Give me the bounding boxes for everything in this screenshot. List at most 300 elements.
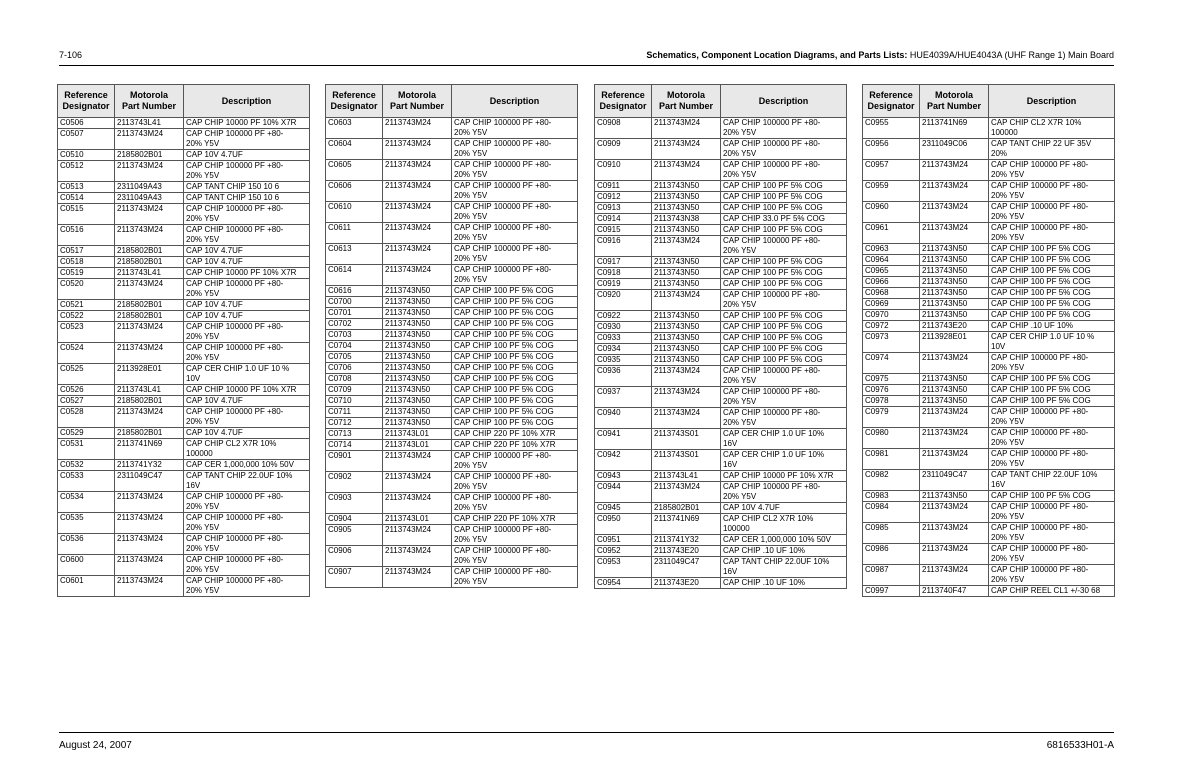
description-cell: CAP CHIP 33.0 PF 5% COG bbox=[721, 214, 847, 225]
table-row bbox=[863, 118, 1115, 139]
reference-designator-cell: C0908 bbox=[595, 118, 652, 139]
table-row bbox=[326, 418, 578, 429]
part-number-cell: 2113741Y32 bbox=[652, 535, 721, 546]
table-row bbox=[595, 557, 847, 578]
part-number-cell: 2185802B01 bbox=[115, 150, 184, 161]
part-number-cell: 2113743L01 bbox=[383, 429, 452, 440]
parts-table-1 bbox=[57, 84, 310, 597]
reference-designator-cell: C0708 bbox=[326, 374, 383, 385]
description-cell: CAP CHIP 100 PF 5% COG bbox=[721, 355, 847, 366]
reference-designator-cell: C0616 bbox=[326, 286, 383, 297]
part-number-cell: 2113743M24 bbox=[115, 129, 184, 150]
description-cell: CAP CHIP 100000 PF +80- 20% Y5V bbox=[989, 565, 1115, 586]
table-row bbox=[326, 286, 578, 297]
table-row bbox=[863, 396, 1115, 407]
description-cell: CAP CHIP 100000 PF +80- 20% Y5V bbox=[989, 502, 1115, 523]
part-number-cell: 2113743M24 bbox=[920, 502, 989, 523]
table-row bbox=[595, 311, 847, 322]
reference-designator-cell: C0909 bbox=[595, 139, 652, 160]
reference-designator-cell: C0536 bbox=[58, 534, 115, 555]
reference-designator-cell: C0930 bbox=[595, 322, 652, 333]
description-cell: CAP CHIP 100 PF 5% COG bbox=[452, 341, 578, 352]
part-number-cell: 2113743L01 bbox=[383, 514, 452, 525]
description-header: Description bbox=[721, 85, 847, 118]
description-cell: CAP CHIP 100 PF 5% COG bbox=[452, 363, 578, 374]
description-cell: CAP CHIP 100000 PF +80- 20% Y5V bbox=[989, 428, 1115, 449]
description-header: Description bbox=[989, 85, 1115, 118]
part-number-cell: 2113743N50 bbox=[920, 396, 989, 407]
reference-designator-cell: C0942 bbox=[595, 450, 652, 471]
description-cell: CAP CHIP 10000 PF 10% X7R bbox=[184, 268, 310, 279]
table-row bbox=[58, 257, 310, 268]
table-row bbox=[863, 139, 1115, 160]
part-number-cell: 2113743M24 bbox=[652, 482, 721, 503]
part-number-cell: 2113743M24 bbox=[383, 472, 452, 493]
part-number-cell: 2113743N50 bbox=[383, 341, 452, 352]
table-row bbox=[58, 118, 310, 129]
reference-designator-cell: C0535 bbox=[58, 513, 115, 534]
table-row bbox=[863, 523, 1115, 544]
reference-designator-cell: C0970 bbox=[863, 310, 920, 321]
reference-designator-cell: C0965 bbox=[863, 266, 920, 277]
table-row bbox=[58, 279, 310, 300]
part-number-cell: 2113743M24 bbox=[920, 160, 989, 181]
description-cell: CAP CHIP 100 PF 5% COG bbox=[721, 181, 847, 192]
part-number-cell: 2113743M24 bbox=[115, 492, 184, 513]
description-cell: CAP CHIP 100 PF 5% COG bbox=[452, 407, 578, 418]
description-cell: CAP CHIP 100 PF 5% COG bbox=[721, 311, 847, 322]
table-row bbox=[595, 429, 847, 450]
reference-designator-cell: C0934 bbox=[595, 344, 652, 355]
description-cell: CAP CHIP 100000 PF +80- 20% Y5V bbox=[721, 387, 847, 408]
description-cell: CAP CHIP 100000 PF +80- 20% Y5V bbox=[452, 493, 578, 514]
reference-designator-cell: C0911 bbox=[595, 181, 652, 192]
part-number-cell: 2113743N50 bbox=[920, 244, 989, 255]
description-cell: CAP CHIP 100000 PF +80- 20% Y5V bbox=[989, 407, 1115, 428]
reference-designator-cell: C0525 bbox=[58, 364, 115, 385]
table-header-row bbox=[58, 85, 310, 118]
part-number-cell: 2113743N50 bbox=[383, 418, 452, 429]
reference-designator-cell: C0959 bbox=[863, 181, 920, 202]
table-row bbox=[58, 385, 310, 396]
reference-designator-cell: C0975 bbox=[863, 374, 920, 385]
description-cell: CAP CHIP 100 PF 5% COG bbox=[989, 266, 1115, 277]
description-cell: CAP CHIP 100000 PF +80- 20% Y5V bbox=[721, 160, 847, 181]
part-number-cell: 2113743M24 bbox=[383, 451, 452, 472]
reference-designator-cell: C0704 bbox=[326, 341, 383, 352]
table-row bbox=[58, 322, 310, 343]
table-row bbox=[863, 181, 1115, 202]
part-number-cell: 2113743M24 bbox=[115, 555, 184, 576]
part-number-cell: 2113743M24 bbox=[115, 343, 184, 364]
description-cell: CAP CHIP 100 PF 5% COG bbox=[452, 286, 578, 297]
part-number-cell: 2113743M24 bbox=[383, 139, 452, 160]
part-number-cell: 2113743M24 bbox=[652, 366, 721, 387]
description-cell: CAP CHIP 100 PF 5% COG bbox=[721, 268, 847, 279]
reference-designator-cell: C0603 bbox=[326, 118, 383, 139]
reference-designator-cell: C0944 bbox=[595, 482, 652, 503]
part-number-cell: 2113743M24 bbox=[115, 204, 184, 225]
table-row bbox=[863, 470, 1115, 491]
description-cell: CAP CHIP REEL CL1 +/-30 68 bbox=[989, 586, 1115, 597]
parts-table-4 bbox=[862, 84, 1115, 597]
reference-designator-header: Reference Designator bbox=[58, 85, 115, 118]
part-number-cell: 2113743M24 bbox=[652, 290, 721, 311]
description-cell: CAP 10V 4.7UF bbox=[184, 428, 310, 439]
reference-designator-cell: C0901 bbox=[326, 451, 383, 472]
part-number-cell: 2113741N69 bbox=[920, 118, 989, 139]
part-number-cell: 2185802B01 bbox=[115, 311, 184, 322]
description-cell: CAP 10V 4.7UF bbox=[184, 396, 310, 407]
table-row bbox=[595, 225, 847, 236]
table-header-row bbox=[595, 85, 847, 118]
description-cell: CAP CER CHIP 1.0 UF 10% 16V bbox=[721, 450, 847, 471]
reference-designator-cell: C0941 bbox=[595, 429, 652, 450]
page-title bbox=[646, 50, 1114, 60]
part-number-cell: 2113743M24 bbox=[383, 265, 452, 286]
reference-designator-cell: C0956 bbox=[863, 139, 920, 160]
reference-designator-cell: C0518 bbox=[58, 257, 115, 268]
part-number-cell: 2113743M24 bbox=[652, 387, 721, 408]
description-cell: CAP CHIP 100 PF 5% COG bbox=[721, 225, 847, 236]
table-header-row bbox=[326, 85, 578, 118]
part-number-cell: 2113743N50 bbox=[652, 355, 721, 366]
table-row bbox=[326, 341, 578, 352]
part-number-cell: 2113743N50 bbox=[383, 374, 452, 385]
description-cell: CAP CHIP 100000 PF +80- 20% Y5V bbox=[452, 202, 578, 223]
description-cell: CAP CHIP 220 PF 10% X7R bbox=[452, 429, 578, 440]
table-row bbox=[595, 408, 847, 429]
reference-designator-cell: C0905 bbox=[326, 525, 383, 546]
reference-designator-cell: C0904 bbox=[326, 514, 383, 525]
description-cell: CAP CHIP 100000 PF +80- 20% Y5V bbox=[989, 523, 1115, 544]
description-cell: CAP CHIP 100 PF 5% COG bbox=[452, 330, 578, 341]
description-cell: CAP CHIP 100000 PF +80- 20% Y5V bbox=[184, 555, 310, 576]
reference-designator-cell: C0961 bbox=[863, 223, 920, 244]
description-cell: CAP CER 1,000,000 10% 50V bbox=[721, 535, 847, 546]
reference-designator-cell: C0982 bbox=[863, 470, 920, 491]
reference-designator-cell: C0960 bbox=[863, 202, 920, 223]
description-cell: CAP CHIP 100 PF 5% COG bbox=[452, 319, 578, 330]
reference-designator-cell: C0534 bbox=[58, 492, 115, 513]
description-cell: CAP CHIP 100000 PF +80- 20% Y5V bbox=[452, 244, 578, 265]
table-row bbox=[595, 139, 847, 160]
description-cell: CAP CHIP 100000 PF +80- 20% Y5V bbox=[452, 546, 578, 567]
table-row bbox=[863, 374, 1115, 385]
reference-designator-cell: C0972 bbox=[863, 321, 920, 332]
description-cell: CAP CHIP 100000 PF +80- 20% Y5V bbox=[721, 139, 847, 160]
description-cell: CAP 10V 4.7UF bbox=[184, 300, 310, 311]
reference-designator-cell: C0605 bbox=[326, 160, 383, 181]
description-cell: CAP CHIP 100000 PF +80- 20% Y5V bbox=[184, 534, 310, 555]
part-number-cell: 2113743N50 bbox=[383, 385, 452, 396]
part-number-cell: 2113743N50 bbox=[652, 257, 721, 268]
description-cell: CAP 10V 4.7UF bbox=[721, 503, 847, 514]
table-row bbox=[595, 450, 847, 471]
part-number-cell: 2113743M24 bbox=[115, 279, 184, 300]
reference-designator-cell: C0529 bbox=[58, 428, 115, 439]
reference-designator-cell: C0506 bbox=[58, 118, 115, 129]
part-number-cell: 2185802B01 bbox=[115, 428, 184, 439]
part-number-cell: 2113743N50 bbox=[652, 333, 721, 344]
table-row bbox=[595, 355, 847, 366]
reference-designator-cell: C0997 bbox=[863, 586, 920, 597]
part-number-cell: 2311049C06 bbox=[920, 139, 989, 160]
part-number-cell: 2113743M24 bbox=[383, 202, 452, 223]
reference-designator-cell: C0922 bbox=[595, 311, 652, 322]
part-number-cell: 2113743M24 bbox=[383, 546, 452, 567]
table-row bbox=[595, 236, 847, 257]
reference-designator-cell: C0606 bbox=[326, 181, 383, 202]
description-cell: CAP CHIP 100000 PF +80- 20% Y5V bbox=[184, 492, 310, 513]
table-row bbox=[863, 491, 1115, 502]
reference-designator-cell: C0915 bbox=[595, 225, 652, 236]
reference-designator-header: Reference Designator bbox=[595, 85, 652, 118]
description-cell: CAP CHIP CL2 X7R 10% 100000 bbox=[989, 118, 1115, 139]
reference-designator-cell: C0918 bbox=[595, 268, 652, 279]
description-cell: CAP CHIP 100 PF 5% COG bbox=[721, 192, 847, 203]
page-number: 7-106 bbox=[59, 50, 83, 60]
reference-designator-cell: C0510 bbox=[58, 150, 115, 161]
reference-designator-cell: C0600 bbox=[58, 555, 115, 576]
reference-designator-cell: C0952 bbox=[595, 546, 652, 557]
table-row bbox=[58, 268, 310, 279]
description-cell: CAP CHIP 100 PF 5% COG bbox=[452, 308, 578, 319]
reference-designator-cell: C0940 bbox=[595, 408, 652, 429]
description-cell: CAP CHIP 100000 PF +80- 20% Y5V bbox=[184, 225, 310, 246]
description-cell: CAP CHIP 100000 PF +80- 20% Y5V bbox=[989, 449, 1115, 470]
part-number-cell: 2113743N50 bbox=[652, 203, 721, 214]
part-number-cell: 2311049C47 bbox=[920, 470, 989, 491]
reference-designator-cell: C0712 bbox=[326, 418, 383, 429]
table-row bbox=[863, 299, 1115, 310]
part-number-cell: 2113743N50 bbox=[920, 277, 989, 288]
part-number-cell: 2113928E01 bbox=[115, 364, 184, 385]
part-number-cell: 2113743N50 bbox=[652, 225, 721, 236]
description-cell: CAP CER 1,000,000 10% 50V bbox=[184, 460, 310, 471]
reference-designator-cell: C0604 bbox=[326, 139, 383, 160]
description-cell: CAP CHIP 220 PF 10% X7R bbox=[452, 514, 578, 525]
description-cell: CAP CHIP 100000 PF +80- 20% Y5V bbox=[452, 472, 578, 493]
part-number-cell: 2113743E20 bbox=[920, 321, 989, 332]
table-row bbox=[58, 555, 310, 576]
part-number-cell: 2113743L41 bbox=[652, 471, 721, 482]
part-number-cell: 2113743N50 bbox=[383, 352, 452, 363]
description-cell: CAP 10V 4.7UF bbox=[184, 246, 310, 257]
table-row bbox=[326, 472, 578, 493]
description-cell: CAP CHIP 100 PF 5% COG bbox=[721, 344, 847, 355]
part-number-cell: 2113743N50 bbox=[383, 407, 452, 418]
part-number-cell: 2113743M24 bbox=[115, 513, 184, 534]
table-row bbox=[863, 202, 1115, 223]
reference-designator-cell: C0914 bbox=[595, 214, 652, 225]
table-row bbox=[595, 503, 847, 514]
description-cell: CAP TANT CHIP 22.0UF 10% 16V bbox=[989, 470, 1115, 491]
parts-table-2 bbox=[325, 84, 578, 588]
table-row bbox=[595, 514, 847, 535]
description-cell: CAP CHIP 10000 PF 10% X7R bbox=[721, 471, 847, 482]
table-row bbox=[58, 161, 310, 182]
description-cell: CAP CHIP 10000 PF 10% X7R bbox=[184, 385, 310, 396]
description-cell: CAP CHIP 100000 PF +80- 20% Y5V bbox=[184, 204, 310, 225]
description-cell: CAP CHIP 100 PF 5% COG bbox=[452, 297, 578, 308]
description-cell: CAP CHIP 100000 PF +80- 20% Y5V bbox=[184, 279, 310, 300]
table-row bbox=[326, 160, 578, 181]
reference-designator-cell: C0700 bbox=[326, 297, 383, 308]
table-row bbox=[863, 428, 1115, 449]
reference-designator-cell: C0524 bbox=[58, 343, 115, 364]
part-number-cell: 2113741Y32 bbox=[115, 460, 184, 471]
part-number-cell: 2113743M24 bbox=[383, 181, 452, 202]
reference-designator-cell: C0610 bbox=[326, 202, 383, 223]
table-row bbox=[58, 534, 310, 555]
reference-designator-cell: C0517 bbox=[58, 246, 115, 257]
description-cell: CAP CHIP 100000 PF +80- 20% Y5V bbox=[452, 451, 578, 472]
part-number-cell: 2113743N38 bbox=[652, 214, 721, 225]
table-row bbox=[326, 330, 578, 341]
part-number-cell: 2113743M24 bbox=[115, 576, 184, 597]
description-cell: CAP CHIP 100000 PF +80- 20% Y5V bbox=[989, 181, 1115, 202]
part-number-cell: 2113743M24 bbox=[920, 202, 989, 223]
description-cell: CAP CHIP 100 PF 5% COG bbox=[989, 491, 1115, 502]
part-number-cell: 2113743N50 bbox=[652, 192, 721, 203]
page-title-rest: HUE4039A/HUE4043A (UHF Range 1) Main Board bbox=[907, 50, 1114, 60]
table-row bbox=[58, 225, 310, 246]
part-number-cell: 2113743N50 bbox=[383, 330, 452, 341]
table-row bbox=[863, 321, 1115, 332]
page-title-bold: Schematics, Component Location Diagrams, and Parts Lists: bbox=[646, 50, 908, 60]
reference-designator-cell: C0980 bbox=[863, 428, 920, 449]
description-cell: CAP CHIP 100 PF 5% COG bbox=[989, 374, 1115, 385]
part-number-cell: 2311049A43 bbox=[115, 182, 184, 193]
part-number-cell: 2113743N50 bbox=[383, 297, 452, 308]
reference-designator-cell: C0920 bbox=[595, 290, 652, 311]
reference-designator-cell: C0981 bbox=[863, 449, 920, 470]
part-number-cell: 2113743N50 bbox=[920, 310, 989, 321]
description-cell: CAP CHIP 100 PF 5% COG bbox=[721, 322, 847, 333]
description-cell: CAP CHIP 100 PF 5% COG bbox=[989, 288, 1115, 299]
description-cell: CAP CHIP 100000 PF +80- 20% Y5V bbox=[989, 223, 1115, 244]
table-row bbox=[58, 513, 310, 534]
reference-designator-cell: C0706 bbox=[326, 363, 383, 374]
reference-designator-cell: C0953 bbox=[595, 557, 652, 578]
table-row bbox=[326, 525, 578, 546]
table-row bbox=[326, 244, 578, 265]
reference-designator-cell: C0516 bbox=[58, 225, 115, 246]
part-number-cell: 2113743M24 bbox=[920, 449, 989, 470]
part-number-cell: 2113743L01 bbox=[383, 440, 452, 451]
description-cell: CAP CHIP 100 PF 5% COG bbox=[452, 385, 578, 396]
description-cell: CAP CHIP 100 PF 5% COG bbox=[721, 279, 847, 290]
table-row bbox=[595, 546, 847, 557]
part-number-cell: 2311049C47 bbox=[652, 557, 721, 578]
part-number-cell: 2113743M24 bbox=[115, 322, 184, 343]
reference-designator-cell: C0902 bbox=[326, 472, 383, 493]
description-cell: CAP CHIP 100000 PF +80- 20% Y5V bbox=[184, 322, 310, 343]
part-number-header: Motorola Part Number bbox=[115, 85, 184, 118]
part-number-cell: 2113743N50 bbox=[652, 268, 721, 279]
description-cell: CAP CHIP 100 PF 5% COG bbox=[721, 257, 847, 268]
table-row bbox=[326, 493, 578, 514]
part-number-cell: 2113743N50 bbox=[920, 385, 989, 396]
reference-designator-cell: C0601 bbox=[58, 576, 115, 597]
part-number-cell: 2113740F47 bbox=[920, 586, 989, 597]
part-number-cell: 2113743N50 bbox=[920, 288, 989, 299]
part-number-cell: 2113743N50 bbox=[652, 279, 721, 290]
part-number-cell: 2113743N50 bbox=[920, 266, 989, 277]
part-number-cell: 2113743N50 bbox=[920, 374, 989, 385]
part-number-cell: 2113743N50 bbox=[383, 396, 452, 407]
table-row bbox=[595, 160, 847, 181]
description-cell: CAP CHIP 100000 PF +80- 20% Y5V bbox=[721, 118, 847, 139]
description-cell: CAP CHIP 100 PF 5% COG bbox=[989, 310, 1115, 321]
table-row bbox=[58, 576, 310, 597]
table-row bbox=[595, 290, 847, 311]
reference-designator-cell: C0978 bbox=[863, 396, 920, 407]
part-number-cell: 2113743N50 bbox=[383, 286, 452, 297]
reference-designator-cell: C0964 bbox=[863, 255, 920, 266]
table-row bbox=[595, 366, 847, 387]
description-cell: CAP CHIP 100000 PF +80- 20% Y5V bbox=[452, 160, 578, 181]
reference-designator-cell: C0711 bbox=[326, 407, 383, 418]
part-number-cell: 2113743N50 bbox=[920, 255, 989, 266]
description-cell: CAP CHIP .10 UF 10% bbox=[721, 578, 847, 589]
table-row bbox=[595, 333, 847, 344]
table-row bbox=[595, 482, 847, 503]
reference-designator-cell: C0974 bbox=[863, 353, 920, 374]
part-number-cell: 2113743N50 bbox=[652, 322, 721, 333]
part-number-cell: 2113743M24 bbox=[383, 223, 452, 244]
description-cell: CAP CHIP 100000 PF +80- 20% Y5V bbox=[452, 265, 578, 286]
table-row bbox=[326, 139, 578, 160]
part-number-cell: 2113743M24 bbox=[115, 225, 184, 246]
reference-designator-cell: C0507 bbox=[58, 129, 115, 150]
description-cell: CAP CHIP 100 PF 5% COG bbox=[452, 374, 578, 385]
part-number-header: Motorola Part Number bbox=[920, 85, 989, 118]
description-cell: CAP CHIP 100000 PF +80- 20% Y5V bbox=[989, 202, 1115, 223]
reference-designator-cell: C0945 bbox=[595, 503, 652, 514]
reference-designator-cell: C0512 bbox=[58, 161, 115, 182]
table-row bbox=[58, 492, 310, 513]
part-number-cell: 2113743L41 bbox=[115, 385, 184, 396]
reference-designator-cell: C0917 bbox=[595, 257, 652, 268]
description-cell: CAP CHIP 100000 PF +80- 20% Y5V bbox=[721, 236, 847, 257]
table-row bbox=[863, 266, 1115, 277]
part-number-cell: 2113743N50 bbox=[652, 181, 721, 192]
table-row bbox=[863, 310, 1115, 321]
reference-designator-cell: C0527 bbox=[58, 396, 115, 407]
description-cell: CAP 10V 4.7UF bbox=[184, 150, 310, 161]
description-cell: CAP CHIP 100 PF 5% COG bbox=[989, 277, 1115, 288]
table-row bbox=[326, 374, 578, 385]
description-cell: CAP TANT CHIP 22.0UF 10% 16V bbox=[184, 471, 310, 492]
reference-designator-cell: C0955 bbox=[863, 118, 920, 139]
description-cell: CAP CHIP 100000 PF +80- 20% Y5V bbox=[452, 525, 578, 546]
table-row bbox=[863, 385, 1115, 396]
table-row bbox=[863, 160, 1115, 181]
part-number-cell: 2113743L41 bbox=[115, 268, 184, 279]
description-cell: CAP CHIP 100 PF 5% COG bbox=[721, 333, 847, 344]
part-number-cell: 2113743S01 bbox=[652, 450, 721, 471]
table-row bbox=[863, 407, 1115, 428]
reference-designator-cell: C0910 bbox=[595, 160, 652, 181]
part-number-cell: 2113743M24 bbox=[383, 118, 452, 139]
description-cell: CAP CHIP 100000 PF +80- 20% Y5V bbox=[721, 366, 847, 387]
table-row bbox=[595, 268, 847, 279]
reference-designator-cell: C0705 bbox=[326, 352, 383, 363]
description-cell: CAP TANT CHIP 150 10 6 bbox=[184, 193, 310, 204]
part-number-cell: 2311049A43 bbox=[115, 193, 184, 204]
